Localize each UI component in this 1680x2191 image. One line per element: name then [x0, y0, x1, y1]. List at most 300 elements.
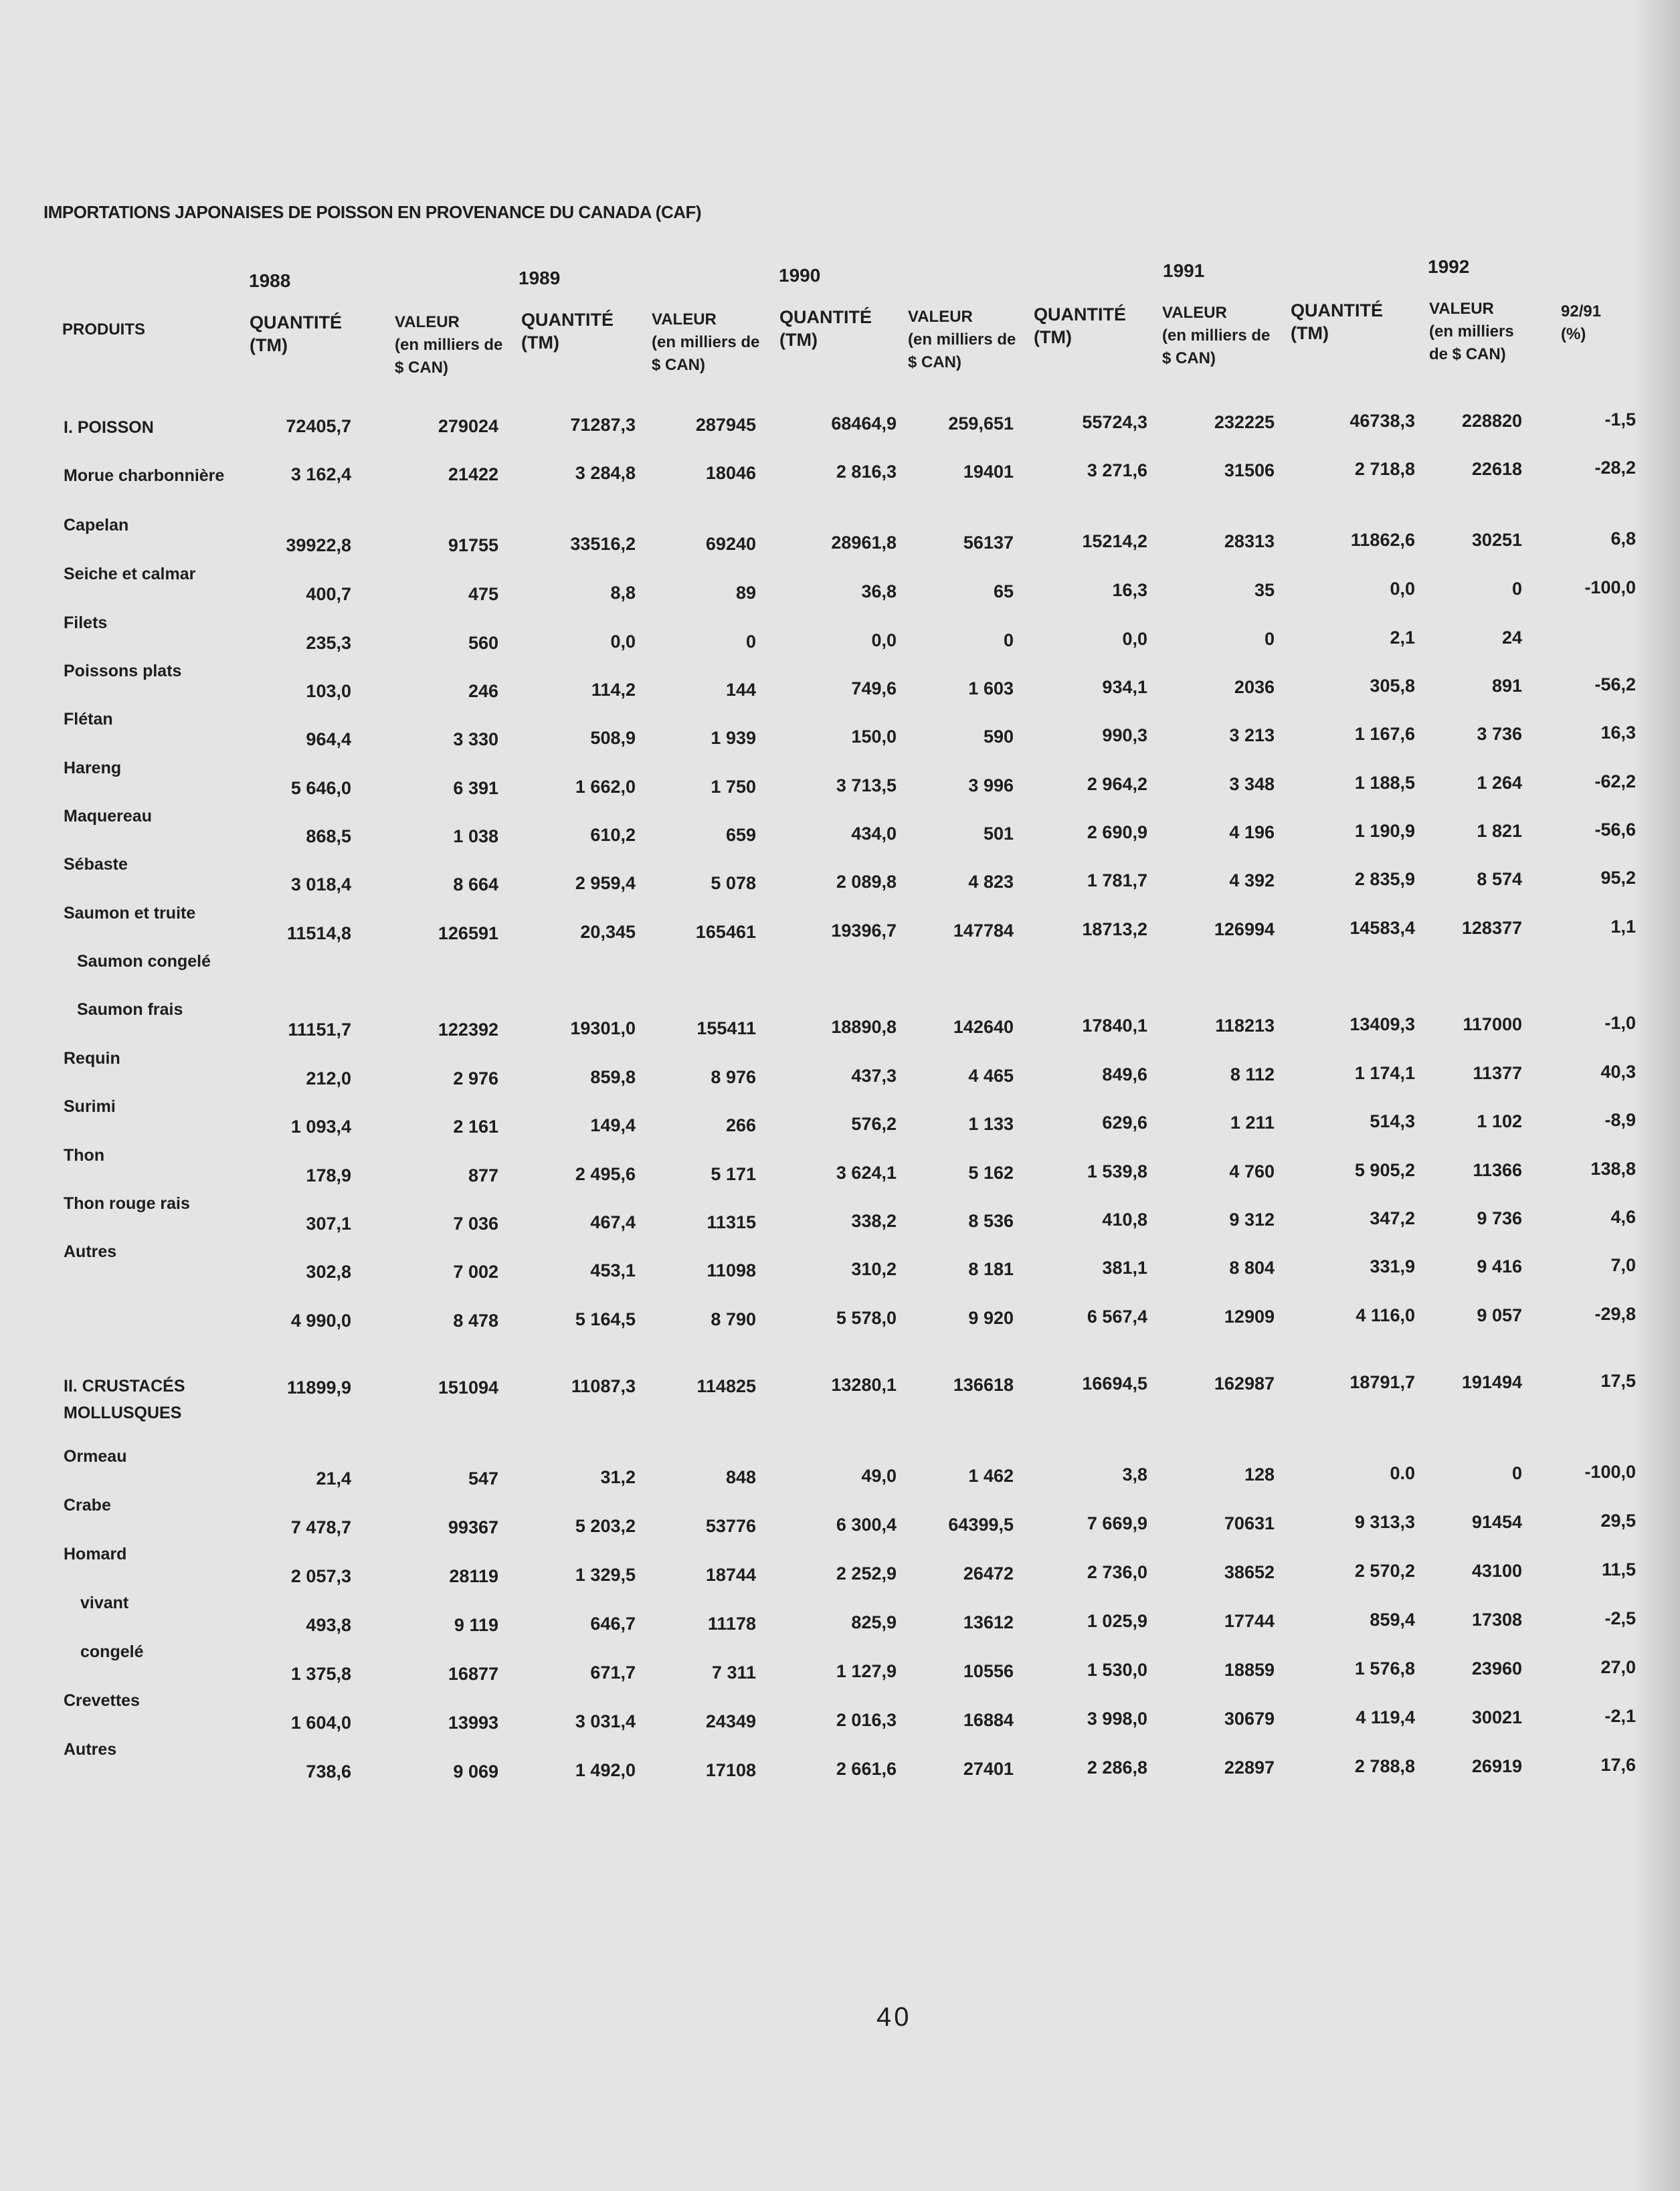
table-cell: 1 662,0	[575, 777, 636, 797]
table-cell: -2,1	[1604, 1706, 1636, 1726]
table-cell: 7 036	[453, 1214, 498, 1234]
table-cell: 147784	[953, 921, 1014, 941]
table-cell: 3 736	[1477, 724, 1522, 744]
year-1990: 1990	[779, 265, 821, 286]
table-cell: 11862,6	[1350, 530, 1415, 550]
table-cell: 1 576,8	[1354, 1658, 1415, 1679]
table-cell: 0	[1511, 1463, 1522, 1483]
table-cell: 659	[725, 825, 756, 845]
table-cell: 3 018,4	[290, 874, 351, 894]
table-cell: 1 462	[968, 1466, 1014, 1486]
row-label: Filets	[64, 613, 108, 632]
table-cell: 4 116,0	[1356, 1305, 1415, 1325]
table-cell: 493,8	[306, 1615, 351, 1635]
table-cell: 0,0	[1122, 629, 1147, 649]
table-cell: 38652	[1224, 1562, 1275, 1582]
table-cell: 24349	[705, 1711, 756, 1731]
table-cell: 1 375,8	[290, 1664, 351, 1684]
table-cell: 1 604,0	[290, 1713, 351, 1733]
table-cell: 114,2	[591, 680, 636, 700]
table-cell: 228820	[1461, 411, 1522, 431]
table-cell: 11151,7	[288, 1020, 351, 1040]
table-cell: 13993	[448, 1713, 498, 1733]
table-cell: 475	[468, 584, 498, 604]
table-cell: 191494	[1461, 1372, 1522, 1392]
table-cell: 30679	[1224, 1709, 1275, 1729]
header-produits: PRODUITS	[62, 320, 146, 339]
table-cell: 0,0	[610, 632, 636, 652]
header-valeur-5: VALEUR (en milliers de $ CAN)	[908, 308, 1016, 371]
table-cell: 31506	[1224, 460, 1275, 480]
table-cell: 138,8	[1590, 1159, 1636, 1179]
table-cell: 749,6	[851, 678, 897, 698]
row-label: Seiche et calmar	[64, 565, 196, 583]
table-cell: 142640	[953, 1017, 1014, 1037]
table-cell: 9 057	[1477, 1305, 1522, 1325]
table-cell: 15214,2	[1082, 531, 1147, 551]
header-valeur-1992-9: VALEUR (en milliers de $ CAN)	[1429, 300, 1514, 363]
table-cell: 19301,0	[570, 1018, 636, 1038]
table-cell: 0	[1003, 630, 1014, 650]
table-cell: -100,0	[1584, 577, 1636, 597]
table-cell: 3 996	[968, 775, 1014, 795]
year-1991: 1991	[1163, 260, 1205, 281]
table-cell: 381,1	[1102, 1258, 1147, 1278]
table-cell: 232225	[1214, 412, 1275, 432]
table-cell: -62,2	[1594, 771, 1636, 791]
table-cell: 9 069	[453, 1761, 498, 1782]
table-cell: 2 976	[453, 1068, 498, 1088]
year-1989: 1989	[519, 268, 561, 288]
table-cell: 155411	[696, 1018, 756, 1038]
table-cell: 27401	[963, 1759, 1014, 1779]
row-label: Capelan	[64, 516, 129, 535]
table-cell: 1 167,6	[1354, 724, 1415, 744]
table-cell: 150,0	[851, 727, 897, 747]
table-cell: 453,1	[590, 1260, 636, 1280]
table-cell: 7 311	[711, 1662, 756, 1683]
row-label: Autres	[64, 1740, 117, 1759]
table-cell: 11178	[707, 1614, 756, 1634]
row-label: vivant	[80, 1594, 129, 1612]
table-cell: 117000	[1463, 1014, 1522, 1034]
table-cell: 0,0	[1390, 579, 1415, 599]
table-cell: 91755	[448, 535, 498, 555]
table-cell: 331,9	[1370, 1256, 1415, 1276]
table-cell: 18890,8	[831, 1017, 897, 1037]
row-label: Autres	[64, 1242, 117, 1261]
table-cell: 1 492,0	[575, 1760, 636, 1780]
table-cell: 9 312	[1229, 1210, 1275, 1230]
table-cell: 4 823	[968, 872, 1014, 892]
table-cell: 2 016,3	[836, 1710, 897, 1730]
table-cell: 2 736,0	[1087, 1562, 1147, 1582]
row-label: Morue charbonnière	[64, 466, 225, 485]
table-cell: 16,3	[1112, 580, 1147, 600]
table-cell: 17,6	[1600, 1755, 1636, 1775]
table-cell: 305,8	[1370, 676, 1415, 696]
table-cell: 3 998,0	[1087, 1709, 1147, 1729]
table-cell: 1 264	[1477, 773, 1522, 793]
table-cell: 4 760	[1229, 1161, 1275, 1181]
table-cell: 17744	[1224, 1611, 1275, 1631]
table-cell: 266	[725, 1115, 756, 1135]
table-cell: 307,1	[306, 1214, 351, 1234]
table-cell: 891	[1491, 676, 1522, 696]
table-cell: 1 174,1	[1354, 1063, 1415, 1083]
table-cell: 21422	[448, 464, 498, 484]
table-cell: 501	[983, 824, 1014, 844]
table-cell: 22618	[1471, 459, 1522, 479]
table-cell: -56,6	[1594, 820, 1636, 840]
table-cell: 128377	[1461, 918, 1522, 938]
table-cell: 1 821	[1477, 821, 1522, 841]
table-cell: 29,5	[1600, 1511, 1636, 1531]
row-label: Poissons plats	[64, 662, 182, 680]
table-cell: 18744	[705, 1565, 756, 1585]
table-cell: 118213	[1215, 1016, 1275, 1036]
table-cell: 21,4	[316, 1468, 351, 1489]
table-cell: 28119	[449, 1566, 498, 1586]
table-cell: 149,4	[590, 1115, 636, 1135]
table-cell: 934,1	[1102, 677, 1147, 697]
table-cell: 1 093,4	[290, 1117, 351, 1137]
table-cell: 246	[468, 681, 498, 701]
row-label: I. POISSON	[64, 418, 154, 437]
table-cell: 5 578,0	[836, 1308, 897, 1328]
table-cell: 8 181	[968, 1259, 1014, 1279]
table-cell: 9 313,3	[1354, 1512, 1415, 1532]
table-cell: 2 570,2	[1354, 1561, 1415, 1581]
table-cell: 28313	[1224, 531, 1275, 551]
year-1992: 1992	[1428, 256, 1470, 277]
table-cell: 859,8	[590, 1067, 636, 1087]
table-cell: 1 188,5	[1354, 773, 1415, 793]
table-cell: 7 669,9	[1087, 1513, 1147, 1533]
table-cell: 4 990,0	[290, 1311, 351, 1331]
table-cell: 8 804	[1229, 1258, 1275, 1278]
table-cell: 1 781,7	[1087, 870, 1147, 890]
table-cell: 610,2	[590, 825, 636, 845]
table-cell: 91454	[1471, 1512, 1522, 1532]
row-label: Saumon et truite	[64, 904, 196, 923]
table-cell: 3 031,4	[575, 1711, 636, 1731]
table-cell: 3,8	[1122, 1464, 1147, 1485]
table-cell: 3 284,8	[575, 463, 636, 483]
table-cell: 0.0	[1390, 1463, 1415, 1483]
table-cell: 467,4	[590, 1212, 636, 1232]
table-cell: 69240	[705, 534, 756, 554]
header-quantite-0: QUANTITÉ (TM)	[250, 312, 342, 355]
table-cell: 6 567,4	[1087, 1307, 1147, 1327]
table-cell: 13280,1	[831, 1375, 897, 1395]
table-cell: 39922,8	[286, 535, 351, 555]
table-cell: 68464,9	[831, 413, 897, 434]
table-cell: 18046	[705, 463, 756, 483]
table-cell: 2 057,3	[290, 1566, 351, 1586]
table-cell: 3 271,6	[1087, 460, 1147, 480]
table-cell: 18791,7	[1349, 1372, 1415, 1392]
table-cell: 8 790	[711, 1309, 756, 1329]
header-quantite-8: QUANTITÉ (TM)	[1291, 300, 1383, 343]
table-cell: 560	[468, 633, 498, 653]
table-cell: -100,0	[1584, 1462, 1636, 1482]
header-quantite-6: QUANTITÉ (TM)	[1034, 304, 1126, 347]
table-cell: 279024	[438, 416, 498, 436]
row-label: Saumon congelé	[77, 952, 211, 971]
table-cell: 1 190,9	[1354, 821, 1415, 841]
table-cell: 5 164,5	[575, 1309, 636, 1329]
table-cell: -56,2	[1594, 674, 1636, 694]
row-label: Thon rouge rais	[64, 1194, 190, 1213]
table-cell: 49,0	[861, 1466, 897, 1486]
table-cell: 11,5	[1601, 1559, 1636, 1580]
table-cell: 738,6	[306, 1761, 351, 1782]
row-label: Saumon frais	[77, 1000, 183, 1019]
table-cell: 514,3	[1370, 1111, 1415, 1131]
table-cell: -1,5	[1604, 409, 1636, 430]
table-cell: -1,0	[1604, 1013, 1636, 1033]
row-label: Crevettes	[64, 1691, 140, 1710]
row-label: Maquereau	[64, 807, 152, 826]
table-cell: 11098	[707, 1260, 756, 1280]
table-cell: 126994	[1214, 919, 1275, 939]
table-cell: 4 119,4	[1356, 1707, 1415, 1727]
table-cell: 2 959,4	[575, 873, 636, 893]
table-cell: 2 816,3	[836, 462, 897, 482]
table-cell: 9 119	[454, 1615, 498, 1635]
table-cell: 11377	[1473, 1063, 1522, 1083]
header-valeur-1: VALEUR (en milliers de $ CAN)	[395, 313, 503, 377]
table-cell: 1 211	[1230, 1113, 1275, 1133]
table-cell: 4 196	[1229, 822, 1275, 842]
table-cell: 95,2	[1600, 868, 1636, 888]
table-cell: 103,0	[306, 681, 351, 701]
table-cell: 1 127,9	[836, 1661, 897, 1681]
table-cell: 10556	[963, 1661, 1014, 1681]
table-cell: 576,2	[851, 1114, 897, 1134]
table-cell: 5 171	[711, 1164, 756, 1184]
table-cell: 3 713,5	[836, 775, 897, 795]
table-cell: 3 624,1	[836, 1163, 897, 1183]
table-cell: 13612	[963, 1612, 1014, 1632]
table-cell: 18859	[1224, 1660, 1275, 1680]
table-cell: 8,8	[610, 583, 636, 603]
table-cell: 24	[1501, 628, 1522, 648]
table-cell: 849,6	[1102, 1064, 1147, 1084]
table-cell: 2 252,9	[836, 1563, 897, 1584]
table-cell: 410,8	[1102, 1210, 1147, 1230]
table-cell: 3 213	[1229, 725, 1275, 745]
table-cell: 20,345	[580, 922, 636, 942]
table-cell: 3 348	[1229, 774, 1275, 794]
table-cell: 629,6	[1102, 1113, 1147, 1133]
table-cell: 2 661,6	[836, 1759, 897, 1779]
table-cell: 70631	[1224, 1513, 1275, 1533]
table-cell: 2 964,2	[1087, 774, 1147, 794]
row-label: Ormeau	[64, 1447, 127, 1466]
table-cell: 868,5	[306, 826, 351, 846]
table-cell: 859,4	[1370, 1610, 1415, 1630]
table-cell: -8,9	[1604, 1110, 1636, 1130]
table-cell: 99367	[448, 1517, 498, 1537]
table-cell: 65	[993, 581, 1014, 601]
row-label: Flétan	[64, 710, 113, 729]
table-cell: 2 835,9	[1354, 869, 1415, 889]
table-cell: 2 161	[453, 1117, 498, 1137]
table-cell: 165461	[695, 922, 756, 942]
table-cell: 17308	[1471, 1610, 1522, 1630]
table-cell: 338,2	[851, 1211, 897, 1231]
table-cell: 5 905,2	[1354, 1160, 1415, 1180]
table-cell: 1 025,9	[1087, 1611, 1147, 1631]
table-cell: 144	[725, 680, 756, 700]
table-cell: 11087,3	[571, 1376, 636, 1396]
table-cell: 27,0	[1600, 1657, 1636, 1677]
table-cell: 5 078	[711, 873, 756, 893]
table-cell: 287945	[695, 415, 756, 435]
table-cell: 6,8	[1610, 529, 1636, 549]
row-label: Surimi	[64, 1097, 116, 1116]
table-cell: 33516,2	[570, 534, 636, 554]
table-cell: 28961,8	[831, 533, 897, 553]
table-cell: 17,5	[1600, 1371, 1636, 1391]
table-cell: 2 690,9	[1087, 822, 1147, 842]
table-cell: 56137	[963, 533, 1014, 553]
table-cell: 11315	[707, 1212, 756, 1232]
table-cell: 3 162,4	[290, 464, 351, 484]
table-cell: 437,3	[851, 1066, 897, 1086]
page-edge-shadow	[1633, 0, 1680, 2191]
table-cell: 19396,7	[831, 921, 897, 941]
table-cell: 964,4	[306, 729, 351, 749]
table-cell: -29,8	[1594, 1304, 1636, 1324]
table-cell: 64399,5	[948, 1515, 1014, 1535]
row-label: Sébaste	[64, 855, 128, 874]
table-cell: 400,7	[306, 584, 351, 604]
table-cell: 53776	[705, 1516, 756, 1536]
table-cell: 22897	[1224, 1757, 1275, 1778]
table-cell: 11514,8	[286, 923, 351, 943]
row-label: Requin	[64, 1049, 120, 1068]
table-cell: 2 089,8	[836, 872, 897, 892]
table-cell: 36,8	[861, 581, 897, 601]
table-cell: 1 539,8	[1087, 1161, 1147, 1181]
table-cell: 7 478,7	[290, 1517, 351, 1537]
table-cell: 6 391	[453, 778, 498, 798]
year-1988: 1988	[249, 270, 291, 291]
table-cell: -2,5	[1604, 1608, 1636, 1628]
table-cell: 1 102	[1477, 1111, 1522, 1131]
table-cell: 4,6	[1610, 1207, 1636, 1227]
table-cell: 259,651	[948, 413, 1014, 434]
table-cell: 89	[735, 583, 756, 603]
table-cell: 23960	[1471, 1658, 1522, 1679]
table-cell: 5 203,2	[575, 1516, 636, 1536]
table-cell: 1 133	[968, 1114, 1014, 1134]
table-cell: 3 330	[453, 729, 498, 749]
table-cell: 5 646,0	[290, 778, 351, 798]
table-cell: 30251	[1471, 530, 1522, 550]
table-cell: 16884	[963, 1710, 1014, 1730]
table-cell: 72405,7	[286, 416, 351, 436]
table-cell: -28,2	[1594, 458, 1636, 478]
table-cell: 122392	[438, 1020, 498, 1040]
table-cell: 2 788,8	[1354, 1756, 1415, 1776]
table-cell: 8 976	[711, 1067, 756, 1087]
table-cell: 114825	[696, 1376, 756, 1396]
header-quantite-2: QUANTITÉ (TM)	[521, 310, 614, 353]
table-cell: 1 038	[453, 826, 498, 846]
table-cell: 0	[1264, 629, 1275, 649]
table-cell: 2,1	[1390, 628, 1415, 648]
table-cell: 671,7	[590, 1662, 636, 1683]
table-cell: 43100	[1471, 1561, 1522, 1581]
table-cell: 1 329,5	[575, 1565, 636, 1585]
table-cell: 8 574	[1477, 869, 1522, 889]
table-cell: 11366	[1473, 1160, 1522, 1180]
table-cell: 12909	[1224, 1307, 1275, 1327]
table-cell: 6 300,4	[836, 1515, 897, 1535]
table-cell: 0,0	[871, 630, 897, 650]
header-quantite-4: QUANTITÉ (TM)	[779, 307, 872, 350]
table-cell: 2 718,8	[1354, 459, 1415, 479]
table-cell: 17108	[705, 1760, 756, 1780]
table-cell: 825,9	[851, 1612, 897, 1632]
table-cell: 17840,1	[1082, 1016, 1147, 1036]
table-cell: 40,3	[1600, 1062, 1636, 1082]
table-cell: 9 736	[1477, 1208, 1522, 1228]
table-cell: 151094	[438, 1377, 498, 1398]
table-cell: 8 664	[453, 874, 498, 894]
table-cell: 19401	[963, 462, 1014, 482]
row-label: Thon	[64, 1146, 105, 1165]
table-cell: 0	[1511, 579, 1522, 599]
table-cell: 212,0	[306, 1068, 351, 1088]
table-cell: 0	[745, 632, 756, 652]
header-pct: 92/91 (%)	[1561, 302, 1602, 343]
table-cell: 7 002	[453, 1262, 498, 1282]
row-label: congelé	[80, 1642, 144, 1661]
table-cell: 2 495,6	[575, 1164, 636, 1184]
table-cell: 71287,3	[570, 415, 636, 435]
table-cell: 7,0	[1610, 1255, 1636, 1275]
page-title: IMPORTATIONS JAPONAISES DE POISSON EN PROVENANCE DU CANADA (CAF)	[43, 202, 702, 222]
table-cell: 2 286,8	[1087, 1757, 1147, 1778]
table-cell: 9 920	[968, 1308, 1014, 1328]
header-valeur-7: VALEUR (en milliers de $ CAN)	[1162, 304, 1271, 367]
table-cell: 16694,5	[1082, 1373, 1147, 1394]
table-cell: 990,3	[1102, 725, 1147, 745]
table-cell: 235,3	[306, 633, 351, 653]
table-cell: 547	[468, 1468, 498, 1489]
page-number: 40	[876, 2002, 912, 2032]
table-cell: 1 750	[711, 777, 756, 797]
table-cell: 128	[1244, 1464, 1275, 1485]
row-label: Crabe	[64, 1496, 111, 1515]
table-cell: 848	[725, 1467, 756, 1487]
table-cell: 136618	[953, 1375, 1014, 1395]
table-cell: 178,9	[306, 1165, 351, 1185]
table-cell: 1,1	[1610, 917, 1636, 937]
table-cell: 9 416	[1477, 1256, 1522, 1276]
table-cell: 13409,3	[1349, 1014, 1415, 1034]
table-cell: 55724,3	[1082, 412, 1147, 432]
table-cell: 31,2	[600, 1467, 636, 1487]
table-cell: 26472	[963, 1563, 1014, 1584]
table-cell: 16877	[448, 1664, 498, 1684]
table-cell: 8 536	[968, 1211, 1014, 1231]
